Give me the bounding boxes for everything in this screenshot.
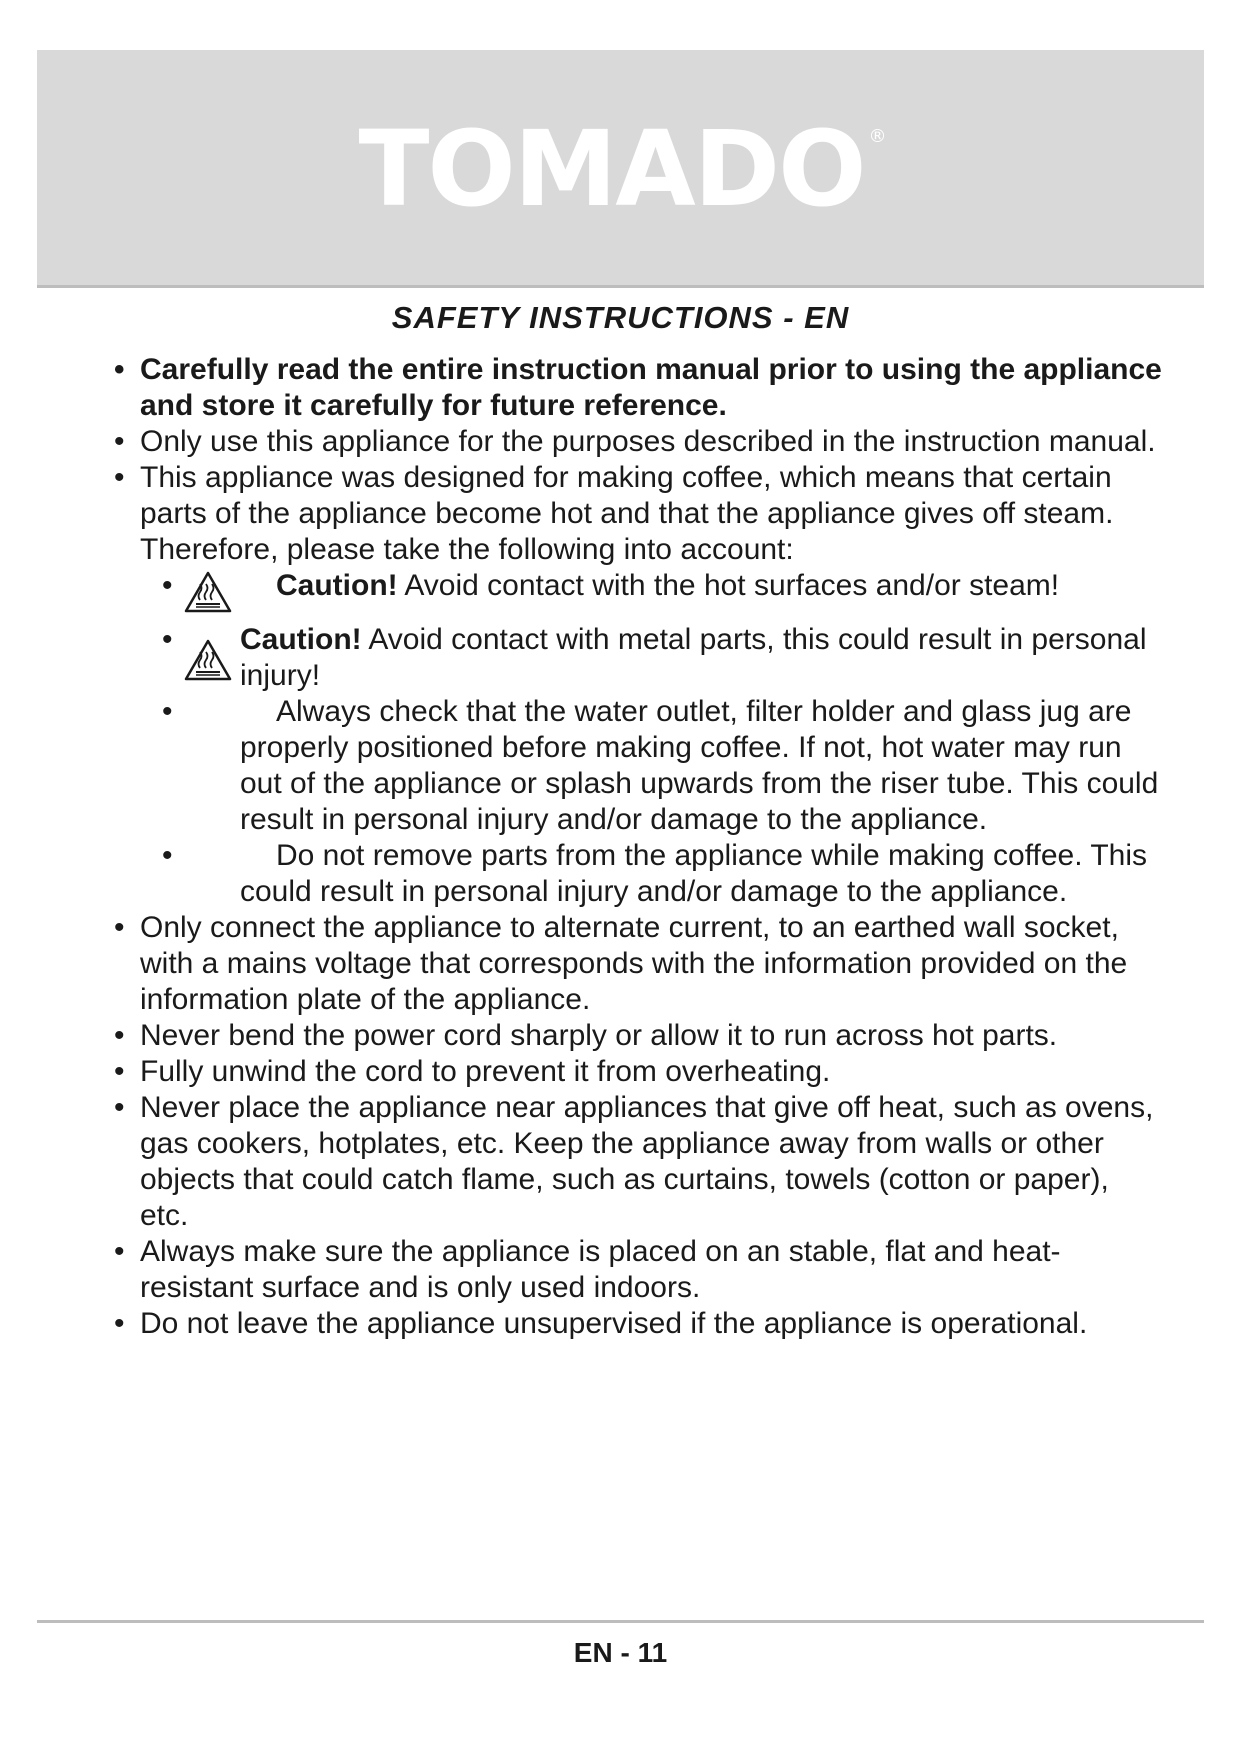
sub-list-item: • Do not remove parts from the appliance while making coffee. This could result in personal injury and/or damage to the appliance. bbox=[162, 839, 1147, 908]
footer-divider bbox=[37, 1620, 1204, 1623]
sub-list-item: • Always check that the water outlet, filter holder and glass jug are properly positioned before making coffee. If not, hot water may run out of the appliance or splash upwards from the riser tube. This could result in personal injury and/or damage to the appliance. bbox=[162, 695, 1159, 836]
list-item: • Do not leave the appliance unsupervised if the appliance is operational. bbox=[114, 1307, 1088, 1340]
list-item: • Never bend the power cord sharply or allow it to run across hot parts. bbox=[114, 1019, 1058, 1052]
brand-logo: TOMADO ® bbox=[358, 108, 887, 230]
section-title: SAFETY INSTRUCTIONS - EN bbox=[391, 300, 850, 335]
list-item: • This appliance was designed for making coffee, which means that certain parts of the appliance become hot and that the appliance gives off steam. Therefore, please take the following into account: bbox=[114, 461, 1114, 566]
list-item: • Only use this appliance for the purposes described in the instruction manual. bbox=[114, 425, 1156, 458]
list-item: • Never place the appliance near appliances that give off heat, such as ovens, gas cookers, hotplates, etc. Keep the appliance away from walls or other objects that could catch flame, such as curtains, towels (cotton or paper), etc. bbox=[114, 1091, 1154, 1232]
list-item: • Fully unwind the cord to prevent it from overheating. bbox=[114, 1055, 831, 1088]
list-item: • Always make sure the appliance is placed on an stable, flat and heat-resistant surface and is only used indoors. bbox=[114, 1235, 1061, 1304]
page-number: EN - 11 bbox=[573, 1637, 668, 1668]
registered-mark: ® bbox=[868, 126, 887, 147]
sub-list-item: • Caution! Avoid contact with the hot surfaces and/or steam! bbox=[112, 568, 1162, 604]
header-band bbox=[37, 50, 1204, 288]
list-item: • Carefully read the entire instruction manual prior to using the appliance and store it carefully for future reference. bbox=[114, 353, 1162, 422]
sub-list-item: • Caution! Avoid contact with metal parts, this could result in personal injury! bbox=[162, 623, 1147, 692]
hot-surface-warning-icon bbox=[184, 638, 232, 682]
safety-instructions-list bbox=[112, 352, 1162, 1342]
hot-surface-warning-icon bbox=[184, 570, 232, 614]
list-item: • Only connect the appliance to alternate current, to an earthed wall socket, with a mains voltage that corresponds with the information provided on the information plate of the appliance. bbox=[114, 911, 1128, 1016]
